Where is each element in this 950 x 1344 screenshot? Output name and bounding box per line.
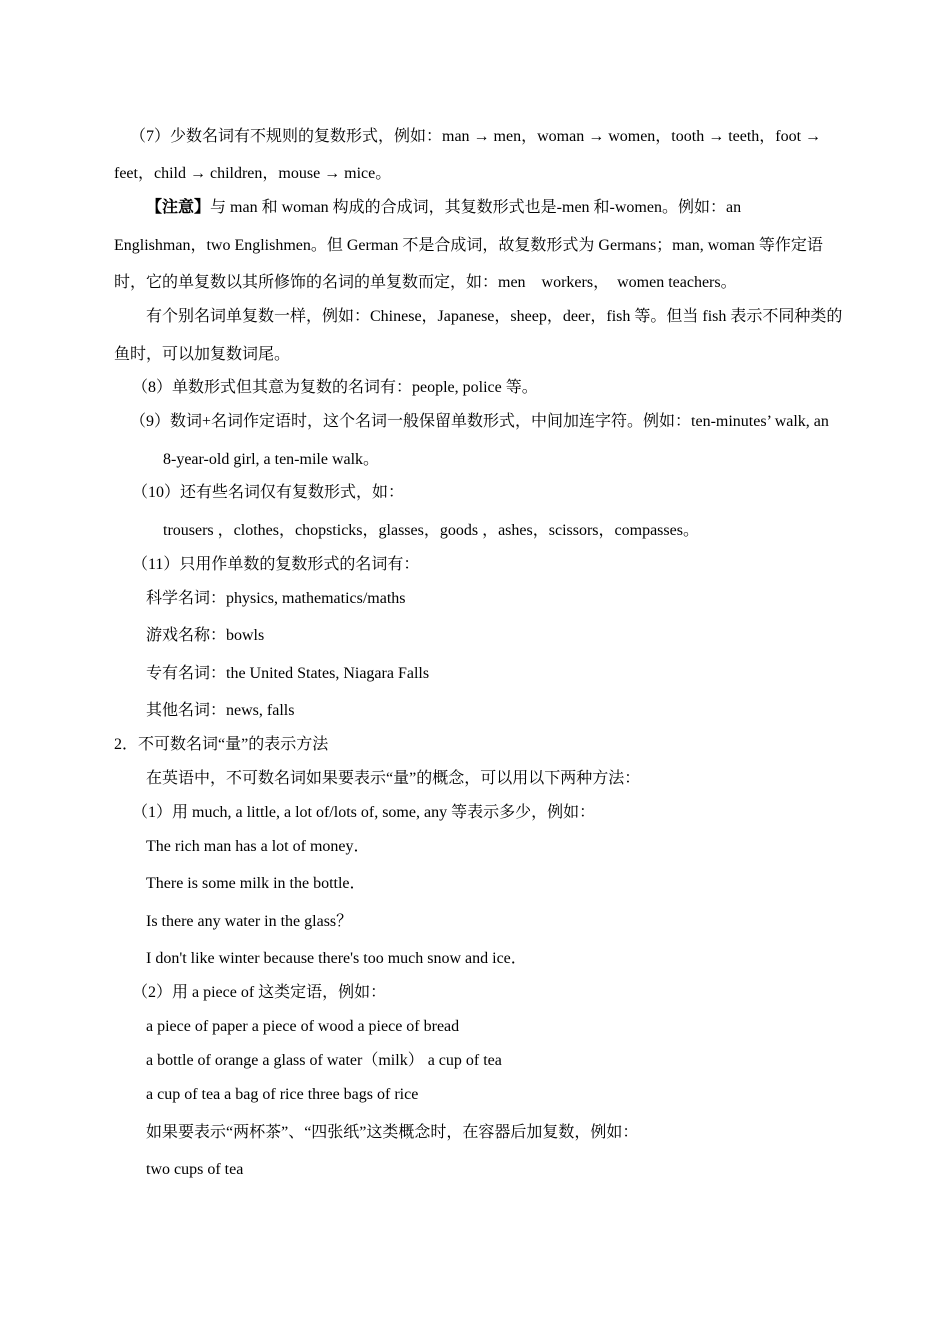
rule-11-games: 游戏名称：bowls [146, 627, 265, 644]
section-2-heading: 2．不可数名词“量”的表示方法 [114, 736, 329, 753]
rule-7-line-1: （7）少数名词有不规则的复数形式，例如：man → men，woman → women，tooth → teeth，foot → [130, 128, 822, 145]
rule-10: （10）还有些名词仅有复数形式，如： [132, 484, 405, 501]
example-phrases: a piece of paper a piece of wood a piece of bread [146, 1018, 460, 1035]
note-line-2: Englishman，two Englishmen。但 German 不是合成词，故复数形式为 Germans；man, woman 等作定语 [114, 237, 823, 254]
example-sentence: There is some milk in the bottle． [146, 875, 366, 892]
rule-11: （11）只用作单数的复数形式的名词有： [132, 556, 420, 573]
rule-8: （8）单数形式但其意为复数的名词有：people, police 等。 [132, 379, 538, 396]
note-line-3: 时，它的单复数以其所修饰的名词的单复数而定，如：men workers， women teachers。 [114, 274, 737, 291]
method-2: （2）用 a piece of 这类定语，例如： [132, 984, 387, 1001]
note-text: 与 man 和 woman 构成的合成词，其复数形式也是-men 和-women。例如：an [210, 199, 742, 216]
rule-9-line-2: 8-year-old girl, a ten-mile walk。 [163, 451, 380, 468]
example-phrases: a cup of tea a bag of rice three bags of rice [146, 1086, 419, 1103]
example-phrases: a bottle of orange a glass of water（milk） a cup of tea [146, 1052, 502, 1069]
example-sentence: Is there any water in the glass？ [146, 913, 353, 930]
plural-container-note: 如果要表示“两杯茶”、“四张纸”这类概念时，在容器后加复数，例如： [146, 1124, 639, 1141]
note-label: 【注意】 [146, 199, 211, 216]
method-1: （1）用 much, a little, a lot of/lots of, some, any 等表示多少，例如： [132, 804, 596, 821]
example-phrases: two cups of tea [146, 1161, 244, 1178]
note-line-1 [146, 198, 741, 218]
rule-11-proper: 专有名词：the United States, Niagara Falls [146, 665, 430, 682]
section-2-intro: 在英语中，不可数名词如果要表示“量”的概念，可以用以下两种方法： [146, 770, 641, 787]
example-sentence: I don't like winter because there's too much snow and ice． [146, 950, 527, 967]
rule-11-science: 科学名词：physics, mathematics/maths [146, 590, 406, 607]
rule-10-examples: trousers ，clothes，chopsticks，glasses，goods ，ashes，scissors，compasses。 [163, 522, 699, 539]
same-form-line-1: 有个别名词单复数一样，例如：Chinese，Japanese，sheep，deer，fish 等。但当 fish 表示不同种类的 [146, 308, 843, 325]
example-sentence: The rich man has a lot of money． [146, 838, 370, 855]
same-form-line-2: 鱼时，可以加复数词尾。 [114, 346, 291, 363]
rule-9-line-1: （9）数词+名词作定语时，这个名词一般保留单数形式，中间加连字符。例如：ten-minutes’ walk, an [130, 413, 829, 430]
rule-11-other: 其他名词：news, falls [146, 702, 295, 719]
rule-7-line-2: feet，child → children，mouse → mice。 [114, 165, 392, 182]
